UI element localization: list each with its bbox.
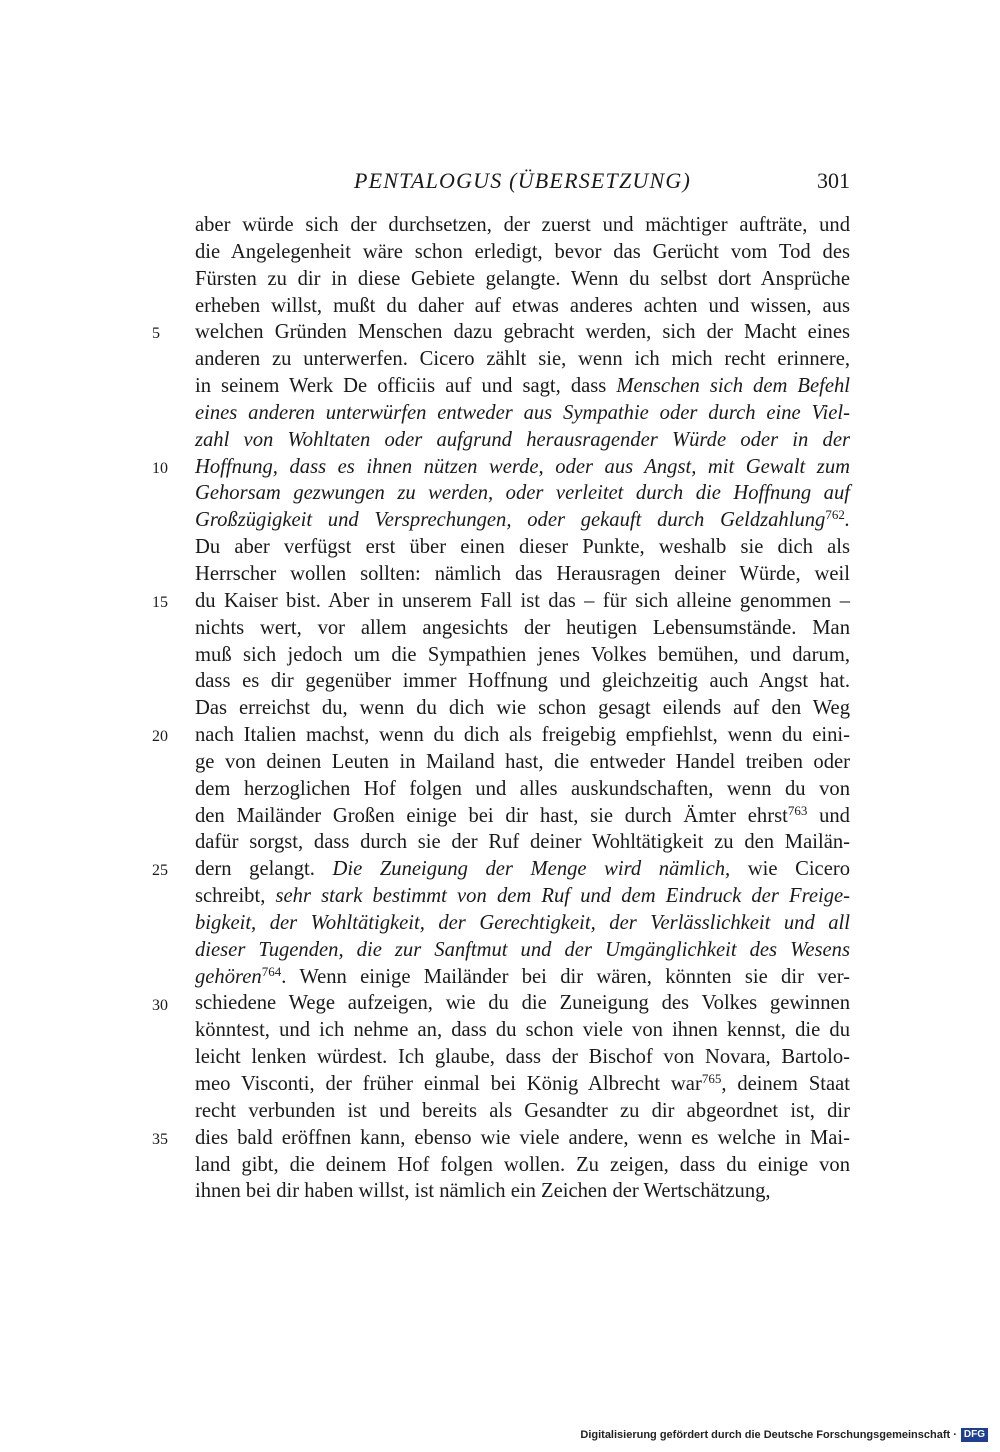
text-line bbox=[195, 319, 850, 346]
italic-quote: eines anderen unterwürfen entweder aus Sympathie oder durch eine Viel- bbox=[195, 401, 850, 424]
dfg-logo: DFG bbox=[961, 1428, 988, 1442]
text-line bbox=[195, 990, 850, 1017]
line-number: 20 bbox=[152, 728, 168, 746]
line-number: 35 bbox=[152, 1130, 168, 1148]
text-segment: ihnen bei dir haben willst, ist nämlich ein Zeichen der Wertschätzung, bbox=[195, 1180, 771, 1203]
text-segment: welchen Gründen Menschen dazu gebracht werden, sich der Macht eines bbox=[195, 321, 850, 344]
text-line bbox=[195, 1125, 850, 1152]
text-segment: Herrscher wollen sollten: nämlich das Herausragen deiner Würde, weil bbox=[195, 562, 850, 585]
text-segment: muß sich jedoch um die Sympathien jenes Volkes bemühen, und darum, bbox=[195, 643, 850, 666]
text-line bbox=[195, 964, 850, 991]
footnote-marker: 765 bbox=[701, 1071, 722, 1086]
text-segment: und bbox=[807, 804, 850, 827]
italic-quote: sehr stark bestimmt von dem Ruf und dem Eindruck der Freige- bbox=[275, 885, 850, 908]
text-segment: in seinem Werk De officiis auf und sagt, dass bbox=[195, 375, 617, 398]
text-line bbox=[195, 1152, 850, 1179]
footnote-marker: 762 bbox=[825, 507, 845, 523]
text-line bbox=[195, 883, 850, 910]
line-number: 10 bbox=[152, 459, 168, 477]
text-segment: den Mailänder Großen einige bei dir hast, sie durch Ämter ehrst bbox=[195, 804, 788, 827]
text-line bbox=[195, 212, 850, 239]
italic-quote: dieser Tugenden, die zur Sanftmut und der Umgänglichkeit des Wesens bbox=[195, 938, 850, 961]
footnote-marker: 763 bbox=[787, 802, 808, 818]
text-line bbox=[195, 856, 850, 883]
running-head bbox=[195, 166, 850, 196]
text-line bbox=[195, 588, 850, 615]
text-segment: schreibt, bbox=[195, 885, 276, 908]
italic-quote: zahl von Wohltaten oder aufgrund herausragender Würde oder in der bbox=[195, 428, 850, 451]
text-segment: schiedene Wege aufzeigen, wie du die Zuneigung des Volkes gewinnen bbox=[195, 992, 850, 1015]
text-line bbox=[195, 346, 850, 373]
text-line bbox=[195, 1071, 850, 1098]
text-segment: dern gelangt. bbox=[195, 858, 333, 881]
text-line bbox=[195, 293, 850, 320]
text-line bbox=[195, 1178, 850, 1205]
text-segment: nichts wert, vor allem angesichts der heutigen Lebensumstände. Man bbox=[195, 616, 850, 639]
footnote-marker: 764 bbox=[261, 963, 282, 979]
text-line bbox=[195, 454, 850, 481]
italic-quote: Großzügigkeit und Versprechungen, oder gekauft durch Geldzahlung bbox=[195, 509, 826, 532]
text-line bbox=[195, 937, 850, 964]
footer bbox=[580, 1428, 988, 1442]
footer-credit: Digitalisierung gefördert durch die Deutsche Forschungsgemeinschaft · bbox=[580, 1429, 957, 1441]
text-line bbox=[195, 776, 850, 803]
italic-quote: Menschen sich dem Befehl bbox=[616, 375, 850, 398]
text-line bbox=[195, 480, 850, 507]
text-line bbox=[195, 1017, 850, 1044]
italic-quote: gehören bbox=[195, 965, 262, 988]
text-segment: anderen zu unterwerfen. Cicero zählt sie, wenn ich mich recht erinnere, bbox=[195, 348, 850, 371]
text-segment: erheben willst, mußt du daher auf etwas anderes achten und wissen, aus bbox=[195, 294, 850, 317]
text-segment: dass es dir gegenüber immer Hoffnung und gleichzeitig auch Angst hat. bbox=[195, 670, 850, 693]
text-line bbox=[195, 722, 850, 749]
line-number: 25 bbox=[152, 862, 168, 880]
text-line bbox=[195, 642, 850, 669]
italic-quote: bigkeit, der Wohltätigkeit, der Gerechtigkeit, der Verlässlichkeit und all bbox=[195, 911, 850, 934]
body-text bbox=[195, 212, 850, 1205]
text-segment: du Kaiser bist. Aber in unserem Fall ist das – für sich alleine genommen – bbox=[195, 589, 850, 612]
text-segment: . Wenn einige Mailänder bei dir wären, könnten sie dir ver- bbox=[281, 965, 850, 988]
line-number: 5 bbox=[152, 325, 160, 343]
text-segment: könntest, und ich nehme an, dass du schon viele von ihnen kennst, die du bbox=[195, 1019, 850, 1042]
text-segment: , deinem Staat bbox=[721, 1073, 850, 1095]
text-line bbox=[195, 507, 850, 534]
text-segment: meo Visconti, der früher einmal bei König Albrecht war bbox=[195, 1073, 702, 1095]
text-segment: leicht lenken würdest. Ich glaube, dass der Bischof von Novara, Bartolo- bbox=[195, 1046, 850, 1069]
text-line bbox=[195, 1098, 850, 1125]
italic-quote: Hoffnung, dass es ihnen nützen werde, oder aus Angst, mit Gewalt zum bbox=[195, 455, 850, 478]
text-segment: Fürsten zu dir in diese Gebiete gelangte. Wenn du selbst dort Ansprüche bbox=[195, 267, 850, 290]
text-segment: Das erreichst du, wenn du dich wie schon gesagt eilends auf den Weg bbox=[195, 697, 850, 720]
text-line bbox=[195, 668, 850, 695]
text-line bbox=[195, 829, 850, 856]
text-segment: die Angelegenheit wäre schon erledigt, bevor das Gerücht vom Tod des bbox=[195, 240, 850, 263]
text-line bbox=[195, 910, 850, 937]
italic-quote: Gehorsam gezwungen zu werden, oder verleitet durch die Hoffnung auf bbox=[195, 482, 850, 505]
text-line bbox=[195, 239, 850, 266]
page-number: 301 bbox=[817, 168, 850, 193]
text-line bbox=[195, 1044, 850, 1071]
text-segment: dem herzoglichen Hof folgen und alles auskundschaften, wenn du von bbox=[195, 777, 850, 800]
text-segment: dies bald eröffnen kann, ebenso wie viele andere, wenn es welche in Mai- bbox=[195, 1126, 850, 1149]
line-number: 15 bbox=[152, 593, 168, 611]
text-segment: recht verbunden ist und bereits als Gesandter zu dir abgeordnet ist, dir bbox=[195, 1099, 850, 1122]
line-number: 30 bbox=[152, 996, 168, 1014]
text-line bbox=[195, 803, 850, 830]
text-segment: Du aber verfügst erst über einen dieser Punkte, weshalb sie dich als bbox=[195, 536, 850, 559]
text-line bbox=[195, 266, 850, 293]
text-segment: dafür sorgst, dass durch sie der Ruf deiner Wohltätigkeit zu den Mailän- bbox=[195, 831, 850, 854]
text-line bbox=[195, 615, 850, 642]
text-segment: nach Italien machst, wenn du dich als freigebig empfiehlst, wenn du eini- bbox=[195, 724, 850, 747]
text-line bbox=[195, 400, 850, 427]
text-line bbox=[195, 749, 850, 776]
italic-quote: Die Zuneigung der Menge wird nämlich, bbox=[332, 858, 731, 881]
text-line bbox=[195, 373, 850, 400]
text-segment: aber würde sich der durchsetzen, der zuerst und mächtiger aufträte, und bbox=[195, 214, 850, 236]
text-line bbox=[195, 695, 850, 722]
italic-quote: . bbox=[844, 509, 850, 532]
text-segment: ge von deinen Leuten in Mailand hast, die entweder Handel treiben oder bbox=[195, 750, 850, 773]
running-title: PENTALOGUS (ÜBERSETZUNG) bbox=[353, 168, 691, 193]
text-segment: land gibt, die deinem Hof folgen wollen. Zu zeigen, dass du einige von bbox=[195, 1153, 850, 1176]
text-line bbox=[195, 561, 850, 588]
text-segment: wie Cicero bbox=[730, 858, 850, 881]
text-line bbox=[195, 534, 850, 561]
text-line bbox=[195, 427, 850, 454]
